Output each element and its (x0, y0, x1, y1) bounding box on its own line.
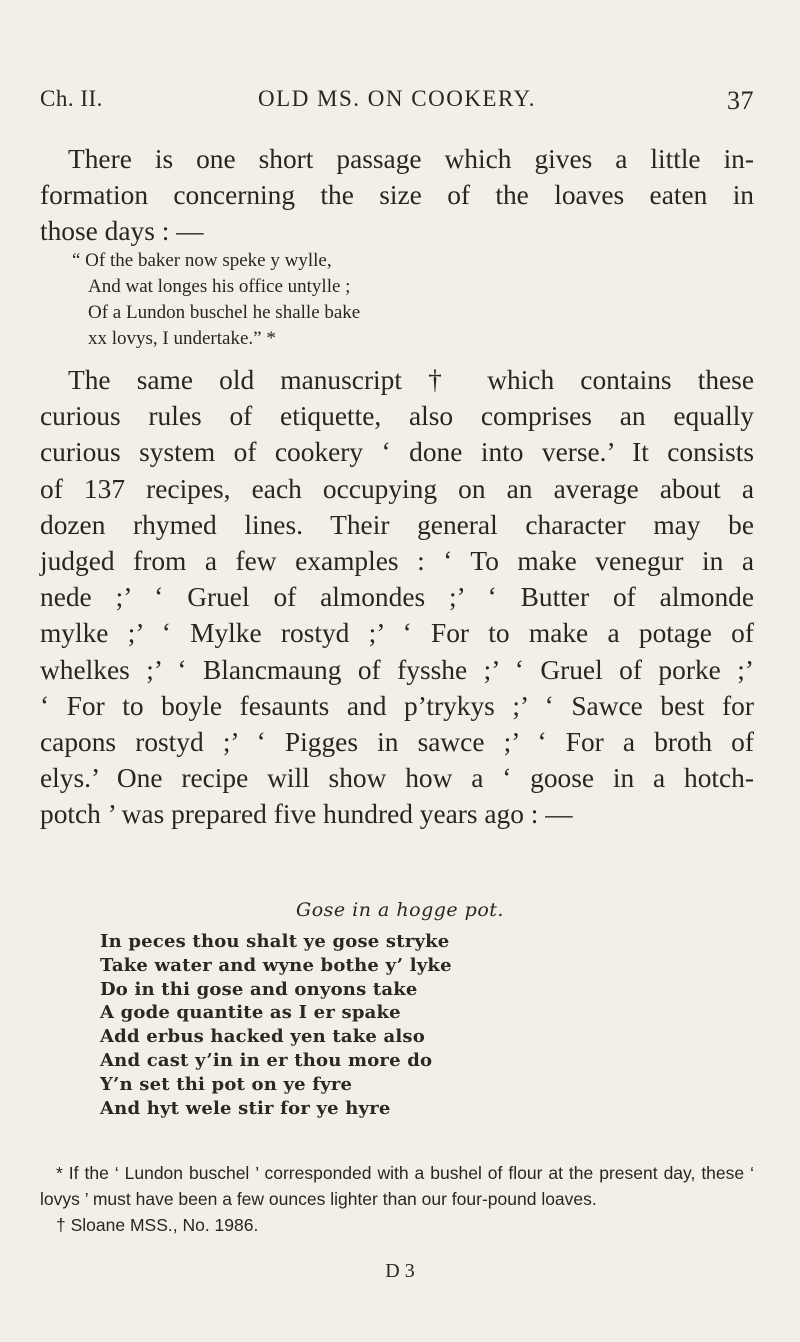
running-head (40, 86, 754, 120)
paragraph-line: of 137 recipes, each occupying on an average about a (40, 473, 754, 504)
paragraph-line: curious rules of etiquette, also comprises an equally (40, 401, 754, 432)
paragraph-line: formation concerning the size of the loaves eaten in (40, 180, 754, 211)
footnote-bushel: * If the ‘ Lundon buschel ’ corresponded with a bushel of flour at the present day, these ‘ lovys ’ must have been a few ounces lighter than our four-pound loaves. (40, 1163, 754, 1209)
recipe-verse (100, 930, 760, 1120)
running-title: OLD MS. ON COOKERY. (258, 86, 536, 111)
quotation-line: “ Of the baker now speke y wylle, (72, 250, 332, 271)
recipe-line: Take water and wyne bothe y’ lyke (100, 954, 452, 976)
paragraph-line: The same old manuscript † which contains these (68, 365, 754, 395)
paragraph-line: nede ;’ ‘ Gruel of almondes ;’ ‘ Butter of almonde (40, 582, 754, 613)
recipe-line: Add erbus hacked yen take also (100, 1026, 425, 1048)
paragraph-line: whelkes ;’ ‘ Blancmaung of fysshe ;’ ‘ Gruel of porke ;’ (40, 654, 754, 685)
recipe-line: A gode quantite as I er spake (100, 1002, 401, 1024)
quotation-line: Of a Lundon buschel he shalle bake (88, 302, 361, 323)
paragraph-line: mylke ;’ ‘ Mylke rostyd ;’ ‘ For to make a potage of (40, 618, 754, 649)
recipe-line: In peces thou shalt ye gose stryke (100, 931, 450, 952)
quotation-line: And wat longes his office untylle ; (88, 276, 351, 297)
page-number: 37 (727, 86, 754, 115)
baker-quotation (72, 248, 752, 352)
recipe-line: And hyt wele stir for ye hyre (100, 1097, 391, 1119)
chapter-label: Ch. II. (40, 86, 103, 111)
paragraph-loaves (40, 141, 754, 250)
paragraph-line: ‘ For to boyle fesaunts and p’trykys ;’ ‘ Sawce best for (40, 690, 754, 721)
paragraph-line: capons rostyd ;’ ‘ Pigges in sawce ;’ ‘ For a broth of (40, 727, 754, 758)
paragraph-line: dozen rhymed lines. Their general character may be (40, 509, 754, 540)
recipe-line: And cast y’in in er thou more do (100, 1049, 433, 1071)
recipe-line: Y’n set thi pot on ye fyre (100, 1073, 353, 1095)
paragraph-line: elys.’ One recipe will show how a ‘ goose in a hotch- (40, 763, 754, 794)
paragraph-line: judged from a few examples : ‘ To make venegur in a (40, 546, 754, 577)
signature-mark: D 3 (385, 1260, 415, 1282)
recipe-line: Do in thi gose and onyons take (100, 978, 418, 1000)
footnote-sloane: † Sloane MSS., No. 1986. (56, 1215, 259, 1235)
paragraph-line: curious system of cookery ‘ done into verse.’ It consists (40, 437, 754, 468)
quotation-line: xx lovys, I undertake.” * (88, 328, 276, 349)
footnotes (40, 1160, 754, 1238)
paragraph-line: those days : — (40, 216, 204, 247)
paragraph-manuscript (40, 362, 754, 833)
recipe-title: Gose in a hogge pot. (296, 899, 504, 921)
paragraph-line: potch ’ was prepared five hundred years ago : — (40, 799, 573, 830)
paragraph-line: There is one short passage which gives a little in- (68, 144, 754, 174)
